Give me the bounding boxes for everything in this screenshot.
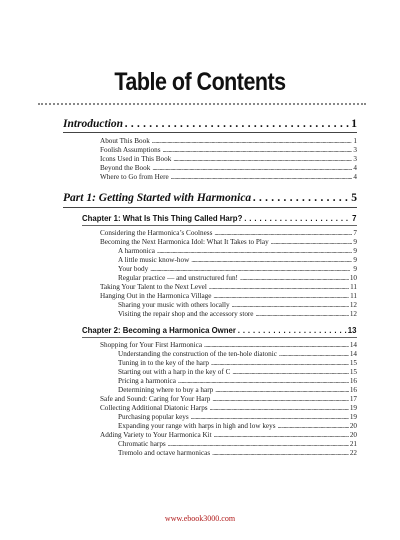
entry-page: 4 [353,164,357,172]
entry-title: Chromatic harps [118,440,166,448]
page-title: Table of Contents [114,68,286,96]
entry-page: 16 [349,386,357,394]
entry-title: Icons Used in This Book [100,155,172,163]
entry-page: 12 [349,301,357,309]
entry-page: 3 [353,155,357,163]
entry-title: Tuning in to the key of the harp [118,359,209,367]
dot-leader [168,440,349,448]
dot-leader [238,325,347,335]
dot-leader [191,413,349,421]
dot-leader [125,118,350,130]
dot-leader [256,310,349,318]
dot-leader [271,238,353,246]
dot-leader [244,213,351,223]
part-underline [63,207,357,208]
entry-page: 19 [349,404,357,412]
entry-page: 11 [350,283,357,291]
chapter-underline [82,337,357,338]
dot-leader [171,173,353,181]
entry-title: Sharing your music with others locally [118,301,230,309]
dot-leader [278,422,349,430]
entry-page: 19 [349,413,357,421]
entry-title: Shopping for Your First Harmonica [100,341,203,349]
chapter-underline [82,225,357,226]
entry-page: 1 [353,137,357,145]
dot-leader [204,341,349,349]
dot-leader [191,256,352,264]
dot-leader [173,155,352,163]
entry-page: 9 [353,247,357,255]
entry-title: Pricing a harmonica [118,377,176,385]
entry-title: Determining where to buy a harp [118,386,214,394]
toc-entry[interactable] [100,173,357,183]
dot-leader [232,368,348,376]
toc-subentry[interactable] [118,310,357,320]
entry-page: 16 [349,377,357,385]
entry-title: Tremolo and octave harmonicas [118,449,211,457]
title-dotted-rule [38,103,366,105]
entry-page: 13 [347,325,357,335]
toc-subentry[interactable] [118,449,357,459]
toc-part-1[interactable] [63,192,357,208]
entry-page: 11 [350,292,357,300]
entry-title: Safe and Sound: Caring for Your Harp [100,395,211,403]
footer-watermark[interactable]: www.ebook3000.com [164,514,236,523]
entry-title: Chapter 1: What Is This Thing Called Harp? [82,213,243,223]
entry-title: Visiting the repair shop and the accessory store [118,310,254,318]
entry-title: Collecting Additional Diatonic Harps [100,404,208,412]
entry-page: 15 [349,368,357,376]
entry-page: 5 [351,192,357,204]
entry-title: Part 1: Getting Started with Harmonica [63,192,252,204]
dot-leader [232,301,349,309]
entry-title: Chapter 2: Becoming a Harmonica Owner [82,325,236,335]
entry-title: Becoming the Next Harmonica Idol: What It Takes to Play [100,238,269,246]
entry-page: 9 [353,238,357,246]
entry-page: 9 [353,265,357,273]
entry-page: 15 [349,359,357,367]
dot-leader [209,283,349,291]
entry-page: 14 [349,350,357,358]
dot-leader [210,404,349,412]
entry-page: 12 [349,310,357,318]
entry-title: Where to Go from Here [100,173,169,181]
entry-page: 3 [353,146,357,154]
dot-leader [212,449,349,457]
dot-leader [163,146,353,154]
entry-page: 7 [352,213,357,223]
entry-page: 9 [353,256,357,264]
dot-leader [150,265,352,273]
dot-leader [178,377,349,385]
dot-leader [211,359,349,367]
entry-page: 4 [353,173,357,181]
entry-title: About This Book [100,137,150,145]
dot-leader [157,247,352,255]
entry-title: A harmonica [118,247,155,255]
dot-leader [253,192,350,204]
entry-page: 22 [349,449,357,457]
entry-title: Starting out with a harp in the key of C [118,368,231,376]
dot-leader [212,395,348,403]
entry-title: Beyond the Book [100,164,151,172]
part-underline [63,132,357,133]
entry-page: 14 [349,341,357,349]
dot-leader [279,350,349,358]
entry-title: Regular practice — and unstructured fun! [118,274,238,282]
entry-title: Purchasing popular keys [118,413,189,421]
entry-title: Adding Variety to Your Harmonica Kit [100,431,212,439]
dot-leader [152,137,353,145]
entry-title: Understanding the construction of the ten-hole diatonic [118,350,277,358]
entry-title: A little music know-how [118,256,190,264]
entry-page: 1 [351,118,357,130]
dot-leader [214,229,352,237]
entry-title: Introduction [63,118,124,130]
entry-title: Foolish Assumptions [100,146,161,154]
entry-page: 17 [349,395,357,403]
dot-leader [215,386,349,394]
dot-leader [213,292,349,300]
entry-page: 10 [349,274,357,282]
dot-leader [240,274,349,282]
entry-page: 20 [349,431,357,439]
entry-title: Considering the Harmonica’s Coolness [100,229,213,237]
entry-page: 20 [349,422,357,430]
entry-title: Taking Your Talent to the Next Level [100,283,207,291]
dot-leader [152,164,352,172]
dot-leader [214,431,349,439]
entry-title: Your body [118,265,149,273]
entry-page: 21 [349,440,357,448]
entry-title: Expanding your range with harps in high and low keys [118,422,276,430]
entry-page: 7 [353,229,357,237]
entry-title: Hanging Out in the Harmonica Village [100,292,212,300]
